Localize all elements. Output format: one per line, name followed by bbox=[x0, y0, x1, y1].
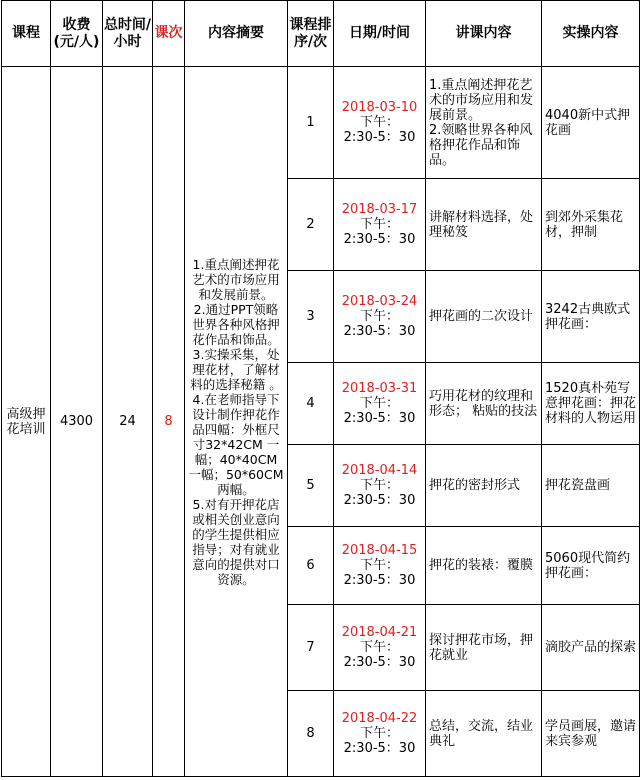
session-time-label: 下午： bbox=[359, 309, 399, 324]
practice-content: 4040新中式押花画 bbox=[542, 67, 640, 179]
session-date: 2018-03-31 bbox=[341, 381, 418, 396]
session-time-label: 下午： bbox=[359, 217, 399, 232]
session-time: 2:30-5：30 bbox=[343, 655, 416, 670]
session-time: 2:30-5：30 bbox=[343, 130, 416, 145]
session-time: 2:30-5：30 bbox=[343, 232, 416, 247]
session-time-label: 下午： bbox=[359, 478, 399, 493]
session-time-label: 下午： bbox=[359, 396, 399, 411]
session-time: 2:30-5：30 bbox=[343, 741, 416, 756]
session-order: 1 bbox=[288, 67, 334, 179]
session-datetime bbox=[334, 691, 426, 777]
lecture-content: 探讨押花市场，押花就业 bbox=[426, 605, 542, 691]
lecture-content: 讲解材料选择，处理秘笈 bbox=[426, 179, 542, 271]
session-datetime bbox=[334, 527, 426, 605]
session-datetime bbox=[334, 605, 426, 691]
header-datetime: 日期/时间 bbox=[334, 1, 426, 67]
session-date: 2018-04-21 bbox=[341, 625, 418, 640]
content-summary bbox=[185, 67, 288, 777]
session-order: 3 bbox=[288, 271, 334, 363]
practice-content: 5060现代简约押花画： bbox=[542, 527, 640, 605]
summary-item: 4.在老师指导下设计制作押花作品四幅：外框尺寸32*42CM 一幅；40*40CM 一幅；50*60CM 两幅。 bbox=[188, 391, 284, 497]
session-date: 2018-04-22 bbox=[341, 711, 418, 726]
session-order: 4 bbox=[288, 363, 334, 445]
session-order: 8 bbox=[288, 691, 334, 777]
session-order: 2 bbox=[288, 179, 334, 271]
session-datetime bbox=[334, 179, 426, 271]
lecture-line: 2.领略世界各种风格押花作品和饰品。 bbox=[429, 122, 533, 168]
header-sessions: 课次 bbox=[153, 1, 185, 67]
session-time-label: 下午： bbox=[359, 640, 399, 655]
session-datetime bbox=[334, 67, 426, 179]
session-time-label: 下午： bbox=[359, 726, 399, 741]
lecture-content: 押花画的二次设计 bbox=[426, 271, 542, 363]
session-date: 2018-04-14 bbox=[341, 463, 418, 478]
session-datetime bbox=[334, 271, 426, 363]
practice-content: 到郊外采集花材，押制 bbox=[542, 179, 640, 271]
lecture-content: 巧用花材的纹理和形态； 粘贴的技法 bbox=[426, 363, 542, 445]
course-schedule-table bbox=[1, 0, 640, 777]
lecture-content bbox=[426, 67, 542, 179]
lecture-content: 总结，交流，结业典礼 bbox=[426, 691, 542, 777]
practice-content: 滴胶产品的探索 bbox=[542, 605, 640, 691]
summary-item: 3.实操采集，处理花材，了解材料的选择秘籍 。 bbox=[190, 346, 282, 392]
session-time-label: 下午： bbox=[359, 115, 399, 130]
practice-content: 1520真朴苑写意押花画：押花材料的人物运用 bbox=[542, 363, 640, 445]
session-time: 2:30-5：30 bbox=[343, 324, 416, 339]
course-sessions: 8 bbox=[153, 67, 185, 777]
session-order: 7 bbox=[288, 605, 334, 691]
summary-item: 1.重点阐述押花艺术的市场应用和发展前景。 bbox=[192, 256, 280, 302]
session-datetime bbox=[334, 363, 426, 445]
practice-content: 押花瓷盘画 bbox=[542, 445, 640, 527]
session-order: 5 bbox=[288, 445, 334, 527]
header-course: 课程 bbox=[2, 1, 51, 67]
header-fee: 收费(元/人) bbox=[51, 1, 103, 67]
lecture-line: 1.重点阐述押花艺术的市场应用和发展前景。 bbox=[429, 77, 534, 123]
course-hours: 24 bbox=[103, 67, 153, 777]
header-summary: 内容摘要 bbox=[185, 1, 288, 67]
practice-content: 3242古典欧式押花画： bbox=[542, 271, 640, 363]
session-date: 2018-04-15 bbox=[341, 543, 418, 558]
session-datetime bbox=[334, 445, 426, 527]
session-time: 2:30-5：30 bbox=[343, 411, 416, 426]
course-fee: 4300 bbox=[51, 67, 103, 777]
header-order: 课程排序/次 bbox=[288, 1, 334, 67]
session-date: 2018-03-17 bbox=[341, 202, 418, 217]
session-date: 2018-03-24 bbox=[341, 294, 418, 309]
lecture-content: 押花的密封形式 bbox=[426, 445, 542, 527]
table-row bbox=[2, 67, 640, 179]
session-time-label: 下午： bbox=[359, 558, 399, 573]
session-date: 2018-03-10 bbox=[341, 100, 418, 115]
course-name: 高级押花培训 bbox=[2, 67, 51, 777]
header-row bbox=[2, 1, 640, 67]
summary-item: 5.对有开押花店或相关创业意向的学生提供相应指导；对有就业意向的提供对口资源。 bbox=[192, 496, 280, 587]
header-hours: 总时间/小时 bbox=[103, 1, 153, 67]
session-time: 2:30-5：30 bbox=[343, 573, 416, 588]
header-lecture: 讲课内容 bbox=[426, 1, 542, 67]
session-order: 6 bbox=[288, 527, 334, 605]
lecture-content: 押花的装裱：覆膜 bbox=[426, 527, 542, 605]
session-time: 2:30-5：30 bbox=[343, 493, 416, 508]
header-practice: 实操内容 bbox=[542, 1, 640, 67]
summary-item: 2.通过PPT领略世界各种风格押花作品和饰品。 bbox=[192, 301, 280, 347]
practice-content: 学员画展，邀请来宾参观 bbox=[542, 691, 640, 777]
